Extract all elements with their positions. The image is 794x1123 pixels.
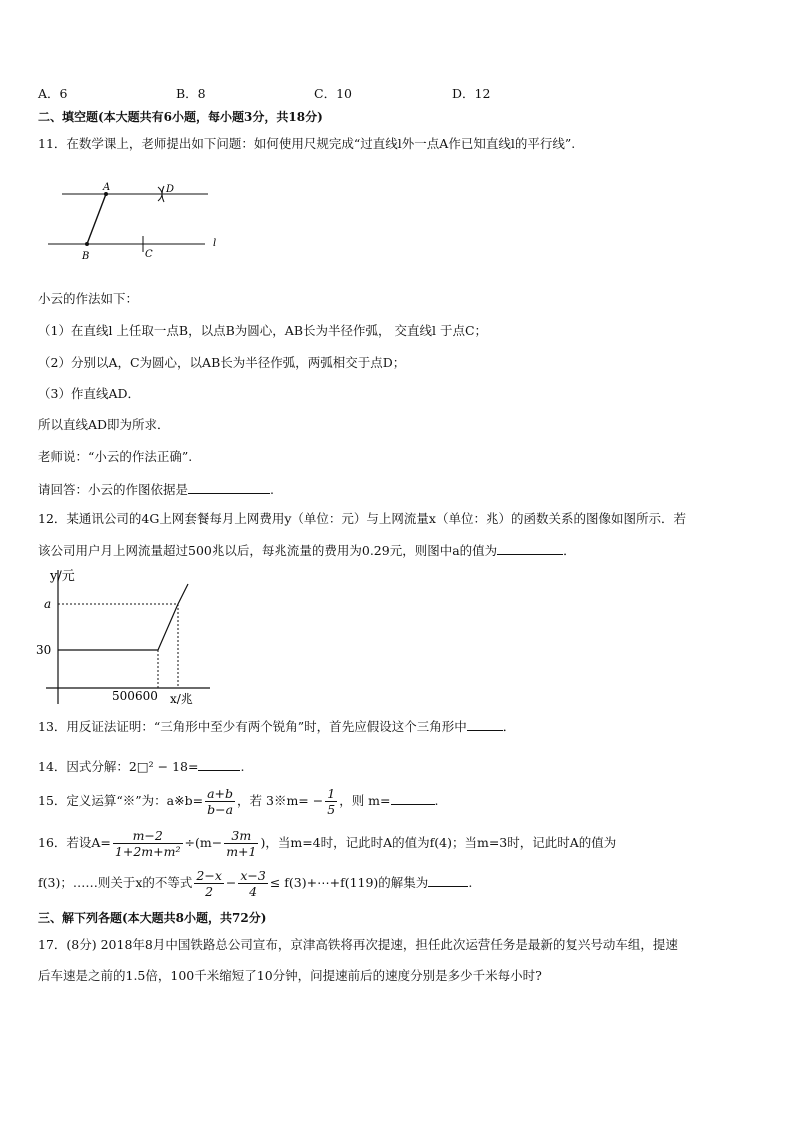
fraction: $\frac{m-2}{\text{1+2m+m²}}$ xyxy=(114,828,181,859)
q12-line2: 该公司用户月上网流量超过500兆以后，每兆流量的费用为0.29元，则图中a的值为 ． xyxy=(38,543,576,558)
option-a: A．6 xyxy=(38,86,68,101)
x-axis-label: x/兆 xyxy=(170,692,193,706)
label-a: A xyxy=(103,182,111,193)
q15: 15．定义运算“※”为：a※b= $\frac{a+b}{b-a}$ ，若 3※m= − $\frac{1}{5}$ ，则 m= . xyxy=(38,786,439,817)
q17-line1: 17．(8分) 2018年8月中国铁路总公司宣布，京津高铁将再次提速，担任此次运营任务是最新的复兴号动车组，提速 xyxy=(38,937,678,952)
q14: 14．因式分解：2□² − 18= . xyxy=(38,759,245,774)
option-c: C．10 xyxy=(314,86,352,101)
label-d: D xyxy=(166,184,175,195)
fraction: $\frac{1}{5}$ xyxy=(327,786,336,817)
y-axis-label: y/元 xyxy=(50,569,75,584)
q11-intro: 小云的作法如下： xyxy=(38,291,139,306)
fraction: $\frac{2-x}{2}$ xyxy=(196,868,222,899)
answer-blank[interactable] xyxy=(188,481,270,494)
x-tick-500: 500 xyxy=(112,689,135,703)
fraction: $\frac{a+b}{b-a}$ xyxy=(207,786,234,817)
q11-question: 请回答：小云的作图依据是 . xyxy=(38,482,274,497)
answer-blank[interactable] xyxy=(391,792,435,805)
answer-blank[interactable] xyxy=(198,758,240,771)
point-b xyxy=(85,242,89,246)
q12-chart xyxy=(32,564,222,712)
label-b: B xyxy=(82,251,90,262)
q11-step2: （2）分别以A，C为圆心，以AB长为半径作弧，两弧相交于点D； xyxy=(38,355,406,370)
answer-blank[interactable] xyxy=(497,542,563,555)
x-tick-600: 600 xyxy=(135,689,158,703)
q11-stem: 11．在数学课上，老师提出如下问题：如何使用尺规完成“过直线l外一点A作已知直线l的平行线”. xyxy=(38,136,576,151)
label-l: l xyxy=(213,238,217,249)
section-title-fill-in: 二、填空题(本大题共有6小题，每小题3分，共18分) xyxy=(38,110,323,124)
answer-blank[interactable] xyxy=(428,874,468,887)
q11-teacher: 老师说：“小云的作法正确”. xyxy=(38,449,193,464)
y-tick-30: 30 xyxy=(36,643,52,657)
q17-line2: 后车速是之前的1.5倍，100千米缩短了10分钟，问提速前后的速度分别是多少千米每小时? xyxy=(38,968,542,983)
q13: 13．用反证法证明：“三角形中至少有两个锐角”时，首先应假设这个三角形中 ． xyxy=(38,719,516,734)
segment-ab xyxy=(87,194,106,244)
q11-step3: （3）作直线AD． xyxy=(38,386,141,401)
q11-figure xyxy=(40,172,240,267)
section-title-solve: 三、解下列各题(本大题共8小题，共72分) xyxy=(38,911,267,925)
q11-step1: （1）在直线l 上任取一点B，以点B为圆心，AB长为半径作弧， 交直线l 于点C； xyxy=(38,323,488,338)
option-b: B．8 xyxy=(176,86,206,101)
option-d: D．12 xyxy=(452,86,491,101)
label-c: C xyxy=(145,249,153,260)
answer-blank[interactable] xyxy=(467,718,503,731)
fraction: $\frac{3m}{m+1}$ xyxy=(226,828,257,859)
q16-line1: 16．若设A= $\frac{m-2}{\text{1+2m+m²}}$ ÷(m− $\frac{3m}{m+1}$ )，当m=4时，记此时A的值为f(4)；当m=3时，记此时A的值为 xyxy=(38,828,617,859)
y-tick-a: a xyxy=(44,597,52,611)
q16-line2: f(3)；……则关于x的不等式 $\frac{2-x}{2}$ − $\frac{x-3}{4}$ ≤ f(3)+⋯+f(119)的解集为 . xyxy=(38,868,473,899)
q11-conclusion: 所以直线AD即为所求． xyxy=(38,417,170,432)
q12-line1: 12．某通讯公司的4G上网套餐每月上网费用y（单位：元）与上网流量x（单位：兆）的函数关系的图像如图所示．若 xyxy=(38,511,686,526)
series-line xyxy=(58,584,188,650)
fraction: $\frac{x-3}{4}$ xyxy=(240,868,266,899)
